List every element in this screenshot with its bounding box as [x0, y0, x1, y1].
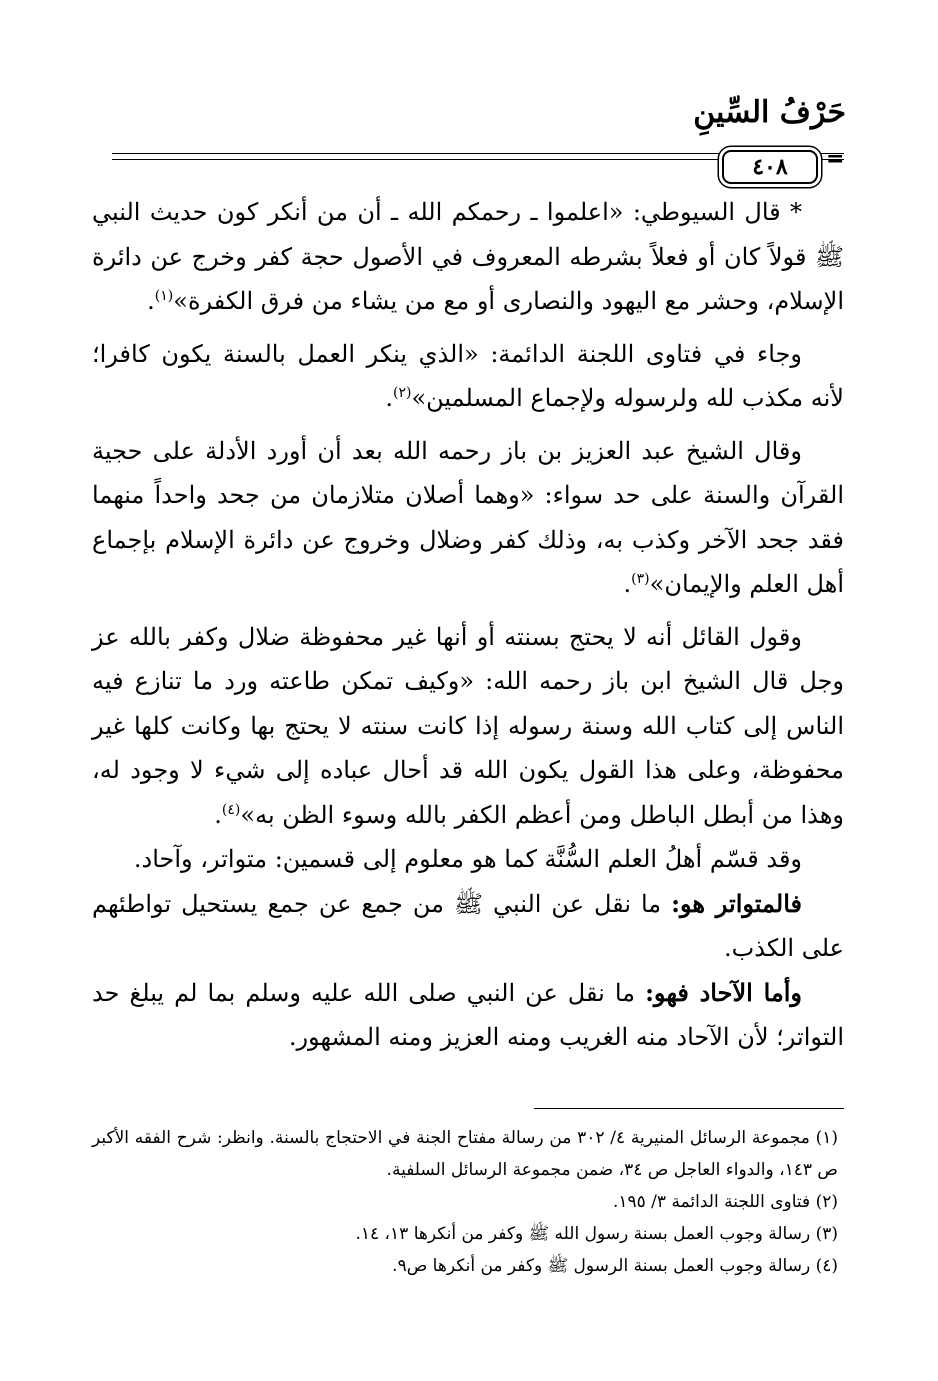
footnotes: [92, 1122, 844, 1282]
mutawatir-text: ما نقل عن النبي ﷺ من جمع عن جمع يستحيل تواطئهم على الكذب.: [92, 889, 844, 962]
paragraph-text: وقول القائل أنه لا يحتج بسنته أو أنها غير محفوظة ضلال وكفر بالله عز وجل قال الشيخ ابن باز رحمه الله: «وكيف تمكن طاعته ورد ما تنازع فيه الناس إلى كتاب الله وسنة رسوله إذا كانت سنته لا يحتج بها وكانت كلها غير محفوظة، وعلى هذا القول يكون الله قد أحال عباده إلى شيء لا وجود له، وهذا من أبطل الباطل ومن أعظم الكفر بالله وسوء الظن به»: [92, 622, 844, 829]
paragraph-text: وجاء في فتاوى اللجنة الدائمة: «الذي ينكر العمل بالسنة يكون كافرا؛ لأنه مكذب لله ولرسوله ولإجماع المسلمين»: [92, 339, 844, 412]
ahad-text: ما نقل عن النبي صلى الله عليه وسلم بما لم يبلغ حد التواتر؛ لأن الآحاد منه الغريب ومنه العزيز ومنه المشهور.: [92, 978, 844, 1051]
footnote-1: (١) مجموعة الرسائل المنيرية ٤/ ٣٠٢ من رسالة مفتاح الجنة في الاحتجاج بالسنة. وانظر: شرح الفقه الأكبر ص ١٤٣، والدواء العاجل ص ٣٤، ضمن مجموعة الرسائل السلفية.: [92, 1128, 838, 1180]
running-head: حَرْفُ السِّينِ: [693, 95, 846, 130]
footnote-ref-1: (١): [154, 288, 174, 304]
paragraph-text: وقال الشيخ عبد العزيز بن باز رحمه الله بعد أن أورد الأدلة على حجية القرآن والسنة على حد سواء: «وهما أصلان متلازمان من جحد واحداً منهما فقد جحد الآخر وكذب به، وذلك كفر وضلال وخروج عن دائرة الإسلام بإجماع أهل العلم والإيمان»: [92, 436, 844, 598]
end-mark: .: [214, 800, 222, 829]
paragraph-mutawatir: [92, 882, 844, 971]
ahad-lead: وأما الآحاد فهو:: [645, 977, 803, 1007]
header-edge-mark: =: [826, 146, 845, 172]
footnote-separator: [534, 1108, 844, 1109]
footnote-ref-2: (٢): [392, 385, 412, 401]
paragraph-ahad: [92, 971, 844, 1060]
mutawatir-lead: فالمتواتر هو:: [671, 888, 802, 918]
footnote-ref-3: (٣): [631, 571, 650, 587]
footnote-4: (٤) رسالة وجوب العمل بسنة الرسول ﷺ وكفر من أنكرها ص٩.: [392, 1256, 838, 1276]
page-number: ٤٠٨: [722, 150, 818, 184]
paragraph-division: وقد قسّم أهلُ العلم السُّنَّة كما هو معلوم إلى قسمين: متواتر، وآحاد.: [133, 845, 802, 873]
end-mark: .: [385, 384, 393, 412]
main-text: [92, 190, 844, 1060]
end-mark: .: [623, 570, 632, 598]
paragraph-ibn-baz-2: [92, 615, 844, 838]
footnote-ref-4: (٤): [221, 801, 241, 818]
end-mark: .: [147, 287, 155, 315]
footnote-2: (٢) فتاوى اللجنة الدائمة ٣/ ١٩٥.: [612, 1192, 838, 1212]
paragraph-suyuti: [92, 190, 844, 324]
paragraph-lajna: [92, 332, 844, 421]
footnote-3: (٣) رسالة وجوب العمل بسنة رسول الله ﷺ وكفر من أنكرها ١٣، ١٤.: [355, 1224, 838, 1244]
paragraph-ibn-baz-1: [92, 429, 844, 607]
paragraph-text: * قال السيوطي: «اعلموا ـ رحمكم الله ـ أن من أنكر كون حديث النبي ﷺ قولاً كان أو فعلاً بشرطه المعروف في الأصول حجة كفر وخرج عن دائرة الإسلام، وحشر مع اليهود والنصارى أو مع من يشاء من فرق الكفرة»: [92, 198, 844, 315]
